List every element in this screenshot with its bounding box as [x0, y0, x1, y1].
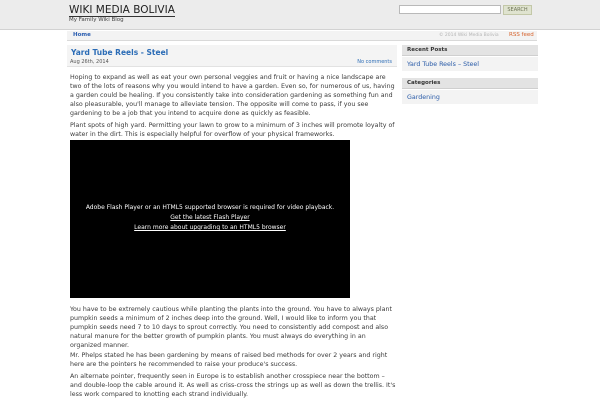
- nav-home-link[interactable]: Home: [73, 32, 91, 38]
- recent-posts-heading: Recent Posts: [402, 45, 538, 56]
- post-title[interactable]: Yard Tube Reels - Steel: [71, 48, 169, 57]
- post-date: Aug 26th, 2014: [70, 59, 109, 65]
- post-paragraph: Hoping to expand as well as eat your own personal veggies and fruit or having a nice landscape are two of the lots of reasons why you would intend to have a garden. Even so, for numerous of us, having a garden could be healing. If you consistently take into consideration gardening as something fun and also pleasurable, you'll manage to alleviate tension. The opposite will come to pass, if you see gardening to be a job that you intend to acquire done as quickly as feasible.: [70, 74, 395, 117]
- nav-bar: [67, 31, 537, 41]
- site-header: [0, 0, 600, 30]
- post-paragraph: An alternate pointer, frequently seen in Europe is to establish another crosspiece near the bottom – and double-loop the cable around it. As well as criss-cross the strings up as well as down the trellis. It's less work compared to knotting each strand individually.: [70, 373, 396, 398]
- html5-upgrade-link[interactable]: Learn more about upgrading to an HTML5 browser: [134, 224, 286, 231]
- get-flash-player-link[interactable]: Get the latest Flash Player: [170, 214, 250, 221]
- video-player[interactable]: [70, 140, 350, 298]
- search-input[interactable]: [399, 5, 501, 14]
- site-tagline: My Family Wiki Blog: [69, 17, 124, 23]
- post-header: [67, 45, 397, 67]
- post-paragraph: Plant spots of high yard. Permitting your lawn to grow to a minimum of 3 inches will promote loyalty of water in the dirt. This is especially helpful for overflow of your physical frameworks.: [70, 122, 395, 138]
- video-requirement-text: Adobe Flash Player or an HTML5 supported browser is required for video playback.: [85, 204, 335, 211]
- video-message: [70, 203, 350, 233]
- copyright-text: © 2014 Wiki Media Bolivia: [439, 33, 499, 38]
- categories-heading: Categories: [402, 78, 538, 89]
- recent-post-link[interactable]: Yard Tube Reels – Steel: [402, 57, 538, 71]
- comments-link[interactable]: No comments: [357, 59, 392, 65]
- post-paragraph: You have to be extremely cautious while planting the plants into the ground. You have to always plant pumpkin seeds a minimum of 2 inches deep into the ground. Well, I would like to inform you that pumpkin seeds need 7 to 10 days to sprout correctly. You need to consistently add compost and also natural manure for the better growth of pumpkin plants. You must always do everything in an organized manner.: [70, 306, 392, 349]
- site-title[interactable]: WIKI MEDIA BOLIVIA: [69, 4, 175, 16]
- post-paragraph: Mr. Phelps stated he has been gardening by means of raised bed methods for over 2 years and right here are the pointers he recommended to raise your produce's success.: [70, 352, 388, 368]
- rss-feed-link[interactable]: RSS feed: [509, 32, 534, 38]
- category-link-gardening[interactable]: Gardening: [402, 90, 538, 104]
- search-button[interactable]: SEARCH: [503, 5, 532, 15]
